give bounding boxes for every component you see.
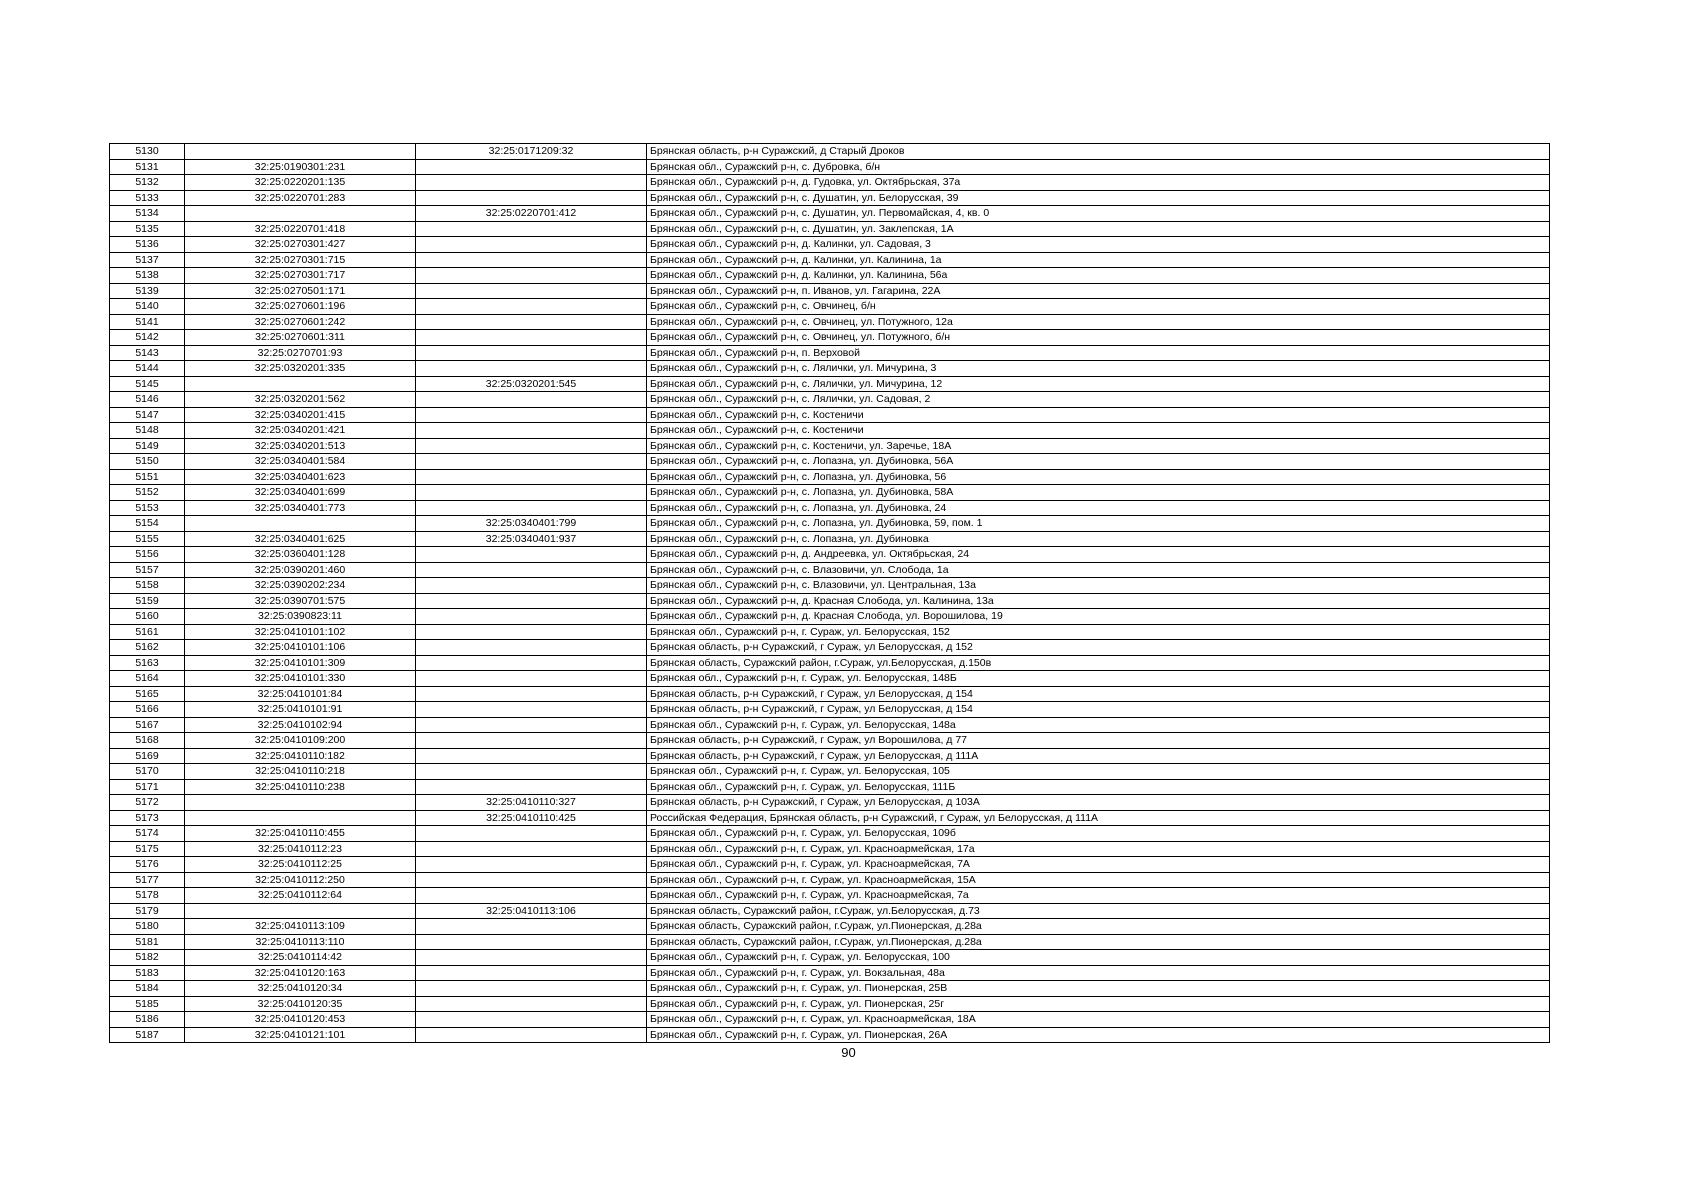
address-cell: Брянская обл., Суражский р-н, г. Сураж, ул. Красноармейская, 17а	[647, 841, 1550, 857]
cadastral-number-cell: 32:25:0340201:415	[185, 407, 416, 423]
cadastral-number-secondary-cell	[416, 547, 647, 563]
row-number-cell: 5178	[110, 888, 185, 904]
row-number-cell: 5187	[110, 1027, 185, 1043]
cadastral-number-secondary-cell	[416, 841, 647, 857]
table-row	[110, 190, 1550, 206]
cadastral-number-cell: 32:25:0390701:575	[185, 593, 416, 609]
table-row	[110, 609, 1550, 625]
table-row	[110, 950, 1550, 966]
address-cell: Брянская обл., Суражский р-н, г. Сураж, ул. Белорусская, 105	[647, 764, 1550, 780]
cadastral-number-secondary-cell	[416, 423, 647, 439]
table-row	[110, 299, 1550, 315]
cadastral-number-secondary-cell	[416, 1012, 647, 1028]
table-row	[110, 500, 1550, 516]
cadastral-number-cell: 32:25:0410101:330	[185, 671, 416, 687]
table-row	[110, 485, 1550, 501]
address-cell: Брянская обл., Суражский р-н, д. Калинки, ул. Калинина, 1а	[647, 252, 1550, 268]
cadastral-number-cell: 32:25:0410120:453	[185, 1012, 416, 1028]
cadastral-number-cell: 32:25:0410114:42	[185, 950, 416, 966]
cadastral-number-cell: 32:25:0220701:418	[185, 221, 416, 237]
address-cell: Брянская обл., Суражский р-н, с. Костеничи	[647, 407, 1550, 423]
address-cell: Брянская обл., Суражский р-н, с. Влазовичи, ул. Слобода, 1а	[647, 562, 1550, 578]
cadastral-number-secondary-cell	[416, 640, 647, 656]
table-row	[110, 702, 1550, 718]
row-number-cell: 5184	[110, 981, 185, 997]
cadastral-number-secondary-cell	[416, 454, 647, 470]
address-cell: Брянская обл., Суражский р-н, с. Овчинец, ул. Потужного, б/н	[647, 330, 1550, 346]
table-row	[110, 686, 1550, 702]
cadastral-number-secondary-cell	[416, 624, 647, 640]
table-row	[110, 872, 1550, 888]
address-cell: Брянская обл., Суражский р-н, с. Костеничи	[647, 423, 1550, 439]
table-row	[110, 438, 1550, 454]
address-cell: Брянская обл., Суражский р-н, г. Сураж, ул. Белорусская, 148а	[647, 717, 1550, 733]
table-row	[110, 562, 1550, 578]
address-cell: Брянская обл., Суражский р-н, с. Лялички, ул. Мичурина, 3	[647, 361, 1550, 377]
cadastral-number-cell: 32:25:0270301:715	[185, 252, 416, 268]
cadastral-number-secondary-cell	[416, 655, 647, 671]
cadastral-number-cell: 32:25:0410120:35	[185, 996, 416, 1012]
cadastral-number-cell: 32:25:0270601:196	[185, 299, 416, 315]
row-number-cell: 5134	[110, 206, 185, 222]
address-cell: Брянская обл., Суражский р-н, г. Сураж, ул. Вокзальная, 48а	[647, 965, 1550, 981]
table-row	[110, 934, 1550, 950]
cadastral-number-cell: 32:25:0360401:128	[185, 547, 416, 563]
address-cell: Брянская обл., Суражский р-н, г. Сураж, ул. Белорусская, 148Б	[647, 671, 1550, 687]
address-cell: Брянская обл., Суражский р-н, д. Калинки, ул. Калинина, 56а	[647, 268, 1550, 284]
cadastral-number-cell: 32:25:0410110:218	[185, 764, 416, 780]
cadastral-number-cell: 32:25:0390823:11	[185, 609, 416, 625]
cadastral-number-cell: 32:25:0410110:238	[185, 779, 416, 795]
address-cell: Брянская область, р-н Суражский, г Сураж, ул Белорусская, д 154	[647, 702, 1550, 718]
row-number-cell: 5137	[110, 252, 185, 268]
cadastral-number-cell: 32:25:0340401:773	[185, 500, 416, 516]
row-number-cell: 5171	[110, 779, 185, 795]
cadastral-number-cell: 32:25:0190301:231	[185, 159, 416, 175]
cadastral-number-cell: 32:25:0410120:34	[185, 981, 416, 997]
address-cell: Брянская обл., Суражский р-н, г. Сураж, ул. Пионерская, 25г	[647, 996, 1550, 1012]
cadastral-number-cell: 32:25:0410101:91	[185, 702, 416, 718]
row-number-cell: 5170	[110, 764, 185, 780]
table-row	[110, 283, 1550, 299]
cadastral-number-cell: 32:25:0340401:584	[185, 454, 416, 470]
row-number-cell: 5166	[110, 702, 185, 718]
address-cell: Брянская обл., Суражский р-н, г. Сураж, ул. Пионерская, 26А	[647, 1027, 1550, 1043]
row-number-cell: 5138	[110, 268, 185, 284]
table-row	[110, 795, 1550, 811]
table-row	[110, 717, 1550, 733]
row-number-cell: 5185	[110, 996, 185, 1012]
row-number-cell: 5164	[110, 671, 185, 687]
address-cell: Брянская обл., Суражский р-н, с. Душатин, ул. Первомайская, 4, кв. 0	[647, 206, 1550, 222]
table-row	[110, 1027, 1550, 1043]
table-row	[110, 268, 1550, 284]
address-cell: Брянская область, р-н Суражский, г Сураж, ул Белорусская, д 111А	[647, 748, 1550, 764]
cadastral-number-secondary-cell	[416, 299, 647, 315]
address-cell: Брянская обл., Суражский р-н, с. Дубровка, б/н	[647, 159, 1550, 175]
address-cell: Брянская обл., Суражский р-н, с. Лялички, ул. Мичурина, 12	[647, 376, 1550, 392]
table-row	[110, 981, 1550, 997]
address-cell: Брянская обл., Суражский р-н, с. Лопазна, ул. Дубиновка	[647, 531, 1550, 547]
row-number-cell: 5148	[110, 423, 185, 439]
table-row	[110, 888, 1550, 904]
table-row	[110, 144, 1550, 160]
cadastral-number-secondary-cell	[416, 965, 647, 981]
row-number-cell: 5132	[110, 175, 185, 191]
row-number-cell: 5141	[110, 314, 185, 330]
address-cell: Брянская обл., Суражский р-н, д. Гудовка, ул. Октябрьская, 37а	[647, 175, 1550, 191]
cadastral-number-cell	[185, 903, 416, 919]
cadastral-number-secondary-cell: 32:25:0340401:937	[416, 531, 647, 547]
cadastral-number-secondary-cell: 32:25:0220701:412	[416, 206, 647, 222]
table-row	[110, 1012, 1550, 1028]
row-number-cell: 5130	[110, 144, 185, 160]
address-cell: Брянская обл., Суражский р-н, г. Сураж, ул. Красноармейская, 18А	[647, 1012, 1550, 1028]
cadastral-number-cell: 32:25:0410112:250	[185, 872, 416, 888]
row-number-cell: 5154	[110, 516, 185, 532]
address-cell: Брянская обл., Суражский р-н, г. Сураж, ул. Белорусская, 111Б	[647, 779, 1550, 795]
row-number-cell: 5135	[110, 221, 185, 237]
cadastral-number-cell: 32:25:0270301:717	[185, 268, 416, 284]
cadastral-number-secondary-cell	[416, 826, 647, 842]
cadastral-number-cell: 32:25:0340401:699	[185, 485, 416, 501]
address-cell: Брянская обл., Суражский р-н, с. Лопазна, ул. Дубиновка, 56А	[647, 454, 1550, 470]
cadastral-number-secondary-cell	[416, 996, 647, 1012]
address-cell: Брянская обл., Суражский р-н, с. Лопазна, ул. Дубиновка, 24	[647, 500, 1550, 516]
cadastral-number-secondary-cell	[416, 237, 647, 253]
table-row	[110, 841, 1550, 857]
cadastral-number-secondary-cell	[416, 438, 647, 454]
row-number-cell: 5146	[110, 392, 185, 408]
cadastral-number-secondary-cell	[416, 717, 647, 733]
cadastral-number-secondary-cell	[416, 857, 647, 873]
cadastral-number-cell: 32:25:0410101:106	[185, 640, 416, 656]
table-row	[110, 531, 1550, 547]
address-cell: Брянская обл., Суражский р-н, д. Красная Слобода, ул. Калинина, 13а	[647, 593, 1550, 609]
table-row	[110, 857, 1550, 873]
cadastral-number-cell: 32:25:0270601:242	[185, 314, 416, 330]
row-number-cell: 5163	[110, 655, 185, 671]
cadastral-number-secondary-cell	[416, 919, 647, 935]
address-cell: Брянская область, Суражский район, г.Сураж, ул.Пионерская, д.28а	[647, 919, 1550, 935]
cadastral-number-cell: 32:25:0410113:109	[185, 919, 416, 935]
cadastral-number-secondary-cell	[416, 578, 647, 594]
cadastral-number-cell	[185, 516, 416, 532]
address-cell: Брянская область, Суражский район, г.Сураж, ул.Белорусская, д.73	[647, 903, 1550, 919]
address-cell: Брянская обл., Суражский р-н, д. Красная Слобода, ул. Ворошилова, 19	[647, 609, 1550, 625]
row-number-cell: 5175	[110, 841, 185, 857]
address-cell: Брянская обл., Суражский р-н, г. Сураж, ул. Белорусская, 152	[647, 624, 1550, 640]
cadastral-number-cell	[185, 206, 416, 222]
table-row	[110, 640, 1550, 656]
registry-table-body	[110, 144, 1550, 1043]
cadastral-number-cell: 32:25:0340201:421	[185, 423, 416, 439]
row-number-cell: 5136	[110, 237, 185, 253]
row-number-cell: 5186	[110, 1012, 185, 1028]
table-row	[110, 330, 1550, 346]
cadastral-number-secondary-cell	[416, 872, 647, 888]
table-row	[110, 314, 1550, 330]
address-cell: Брянская обл., Суражский р-н, д. Калинки, ул. Садовая, 3	[647, 237, 1550, 253]
cadastral-number-cell: 32:25:0410109:200	[185, 733, 416, 749]
row-number-cell: 5174	[110, 826, 185, 842]
cadastral-number-secondary-cell	[416, 175, 647, 191]
registry-table	[109, 143, 1550, 1043]
cadastral-number-secondary-cell: 32:25:0320201:545	[416, 376, 647, 392]
address-cell: Брянская область, Суражский район, г.Сураж, ул.Пионерская, д.28а	[647, 934, 1550, 950]
address-cell: Российская Федерация, Брянская область, р-н Суражский, г Сураж, ул Белорусская, д 111А	[647, 810, 1550, 826]
cadastral-number-secondary-cell	[416, 733, 647, 749]
cadastral-number-secondary-cell	[416, 330, 647, 346]
cadastral-number-secondary-cell	[416, 221, 647, 237]
address-cell: Брянская область, р-н Суражский, г Сураж, ул Ворошилова, д 77	[647, 733, 1550, 749]
table-row	[110, 779, 1550, 795]
cadastral-number-cell: 32:25:0340401:625	[185, 531, 416, 547]
row-number-cell: 5150	[110, 454, 185, 470]
row-number-cell: 5160	[110, 609, 185, 625]
address-cell: Брянская обл., Суражский р-н, с. Лялички, ул. Садовая, 2	[647, 392, 1550, 408]
row-number-cell: 5131	[110, 159, 185, 175]
table-row	[110, 206, 1550, 222]
cadastral-number-cell	[185, 376, 416, 392]
row-number-cell: 5162	[110, 640, 185, 656]
address-cell: Брянская обл., Суражский р-н, г. Сураж, ул. Красноармейская, 7а	[647, 888, 1550, 904]
table-row	[110, 454, 1550, 470]
row-number-cell: 5152	[110, 485, 185, 501]
cadastral-number-secondary-cell: 32:25:0340401:799	[416, 516, 647, 532]
row-number-cell: 5165	[110, 686, 185, 702]
table-row	[110, 764, 1550, 780]
cadastral-number-cell: 32:25:0410101:102	[185, 624, 416, 640]
address-cell: Брянская обл., Суражский р-н, п. Верховой	[647, 345, 1550, 361]
row-number-cell: 5151	[110, 469, 185, 485]
cadastral-number-secondary-cell: 32:25:0410110:425	[416, 810, 647, 826]
address-cell: Брянская обл., Суражский р-н, с. Лопазна, ул. Дубиновка, 56	[647, 469, 1550, 485]
row-number-cell: 5155	[110, 531, 185, 547]
cadastral-number-cell: 32:25:0410120:163	[185, 965, 416, 981]
table-row	[110, 376, 1550, 392]
table-row	[110, 392, 1550, 408]
table-row	[110, 578, 1550, 594]
cadastral-number-secondary-cell: 32:25:0410110:327	[416, 795, 647, 811]
row-number-cell: 5177	[110, 872, 185, 888]
table-row	[110, 903, 1550, 919]
table-row	[110, 407, 1550, 423]
cadastral-number-cell: 32:25:0410101:84	[185, 686, 416, 702]
address-cell: Брянская область, р-н Суражский, г Сураж, ул Белорусская, д 154	[647, 686, 1550, 702]
address-cell: Брянская обл., Суражский р-н, п. Иванов, ул. Гагарина, 22А	[647, 283, 1550, 299]
cadastral-number-cell: 32:25:0410102:94	[185, 717, 416, 733]
row-number-cell: 5145	[110, 376, 185, 392]
cadastral-number-secondary-cell	[416, 686, 647, 702]
address-cell: Брянская обл., Суражский р-н, с. Душатин, ул. Заклепская, 1А	[647, 221, 1550, 237]
row-number-cell: 5147	[110, 407, 185, 423]
cadastral-number-secondary-cell	[416, 609, 647, 625]
cadastral-number-secondary-cell	[416, 1027, 647, 1043]
cadastral-number-secondary-cell: 32:25:0171209:32	[416, 144, 647, 160]
cadastral-number-secondary-cell	[416, 407, 647, 423]
row-number-cell: 5149	[110, 438, 185, 454]
cadastral-number-secondary-cell	[416, 469, 647, 485]
table-row	[110, 159, 1550, 175]
cadastral-number-secondary-cell	[416, 764, 647, 780]
row-number-cell: 5172	[110, 795, 185, 811]
row-number-cell: 5153	[110, 500, 185, 516]
cadastral-number-cell: 32:25:0410112:64	[185, 888, 416, 904]
address-cell: Брянская область, Суражский район, г.Сураж, ул.Белорусская, д.150в	[647, 655, 1550, 671]
address-cell: Брянская обл., Суражский р-н, г. Сураж, ул. Белорусская, 100	[647, 950, 1550, 966]
table-row	[110, 221, 1550, 237]
cadastral-number-secondary-cell	[416, 252, 647, 268]
address-cell: Брянская обл., Суражский р-н, с. Влазовичи, ул. Центральная, 13а	[647, 578, 1550, 594]
address-cell: Брянская обл., Суражский р-н, г. Сураж, ул. Красноармейская, 15А	[647, 872, 1550, 888]
cadastral-number-cell: 32:25:0270301:427	[185, 237, 416, 253]
cadastral-number-cell: 32:25:0270701:93	[185, 345, 416, 361]
cadastral-number-secondary-cell: 32:25:0410113:106	[416, 903, 647, 919]
table-row	[110, 748, 1550, 764]
cadastral-number-secondary-cell	[416, 314, 647, 330]
cadastral-number-cell: 32:25:0320201:562	[185, 392, 416, 408]
address-cell: Брянская обл., Суражский р-н, г. Сураж, ул. Белорусская, 109б	[647, 826, 1550, 842]
page-number: 90	[841, 1045, 856, 1060]
table-row	[110, 919, 1550, 935]
cadastral-number-secondary-cell	[416, 934, 647, 950]
table-row	[110, 810, 1550, 826]
cadastral-number-cell	[185, 144, 416, 160]
cadastral-number-secondary-cell	[416, 361, 647, 377]
address-cell: Брянская обл., Суражский р-н, с. Лопазна, ул. Дубиновка, 59, пом. 1	[647, 516, 1550, 532]
address-cell: Брянская обл., Суражский р-н, с. Лопазна, ул. Дубиновка, 58А	[647, 485, 1550, 501]
row-number-cell: 5180	[110, 919, 185, 935]
table-row	[110, 237, 1550, 253]
row-number-cell: 5169	[110, 748, 185, 764]
address-cell: Брянская область, р-н Суражский, г Сураж, ул Белорусская, д 103А	[647, 795, 1550, 811]
cadastral-number-secondary-cell	[416, 190, 647, 206]
cadastral-number-cell: 32:25:0340401:623	[185, 469, 416, 485]
row-number-cell: 5139	[110, 283, 185, 299]
cadastral-number-cell: 32:25:0410110:455	[185, 826, 416, 842]
cadastral-number-secondary-cell	[416, 562, 647, 578]
cadastral-number-cell: 32:25:0410112:23	[185, 841, 416, 857]
row-number-cell: 5168	[110, 733, 185, 749]
cadastral-number-secondary-cell	[416, 392, 647, 408]
address-cell: Брянская обл., Суражский р-н, с. Овчинец, б/н	[647, 299, 1550, 315]
row-number-cell: 5173	[110, 810, 185, 826]
table-row	[110, 469, 1550, 485]
address-cell: Брянская область, р-н Суражский, г Сураж, ул Белорусская, д 152	[647, 640, 1550, 656]
row-number-cell: 5176	[110, 857, 185, 873]
cadastral-number-cell: 32:25:0390201:460	[185, 562, 416, 578]
table-row	[110, 671, 1550, 687]
cadastral-number-secondary-cell	[416, 748, 647, 764]
table-row	[110, 345, 1550, 361]
cadastral-number-secondary-cell	[416, 485, 647, 501]
cadastral-number-cell: 32:25:0410101:309	[185, 655, 416, 671]
cadastral-number-secondary-cell	[416, 950, 647, 966]
address-cell: Брянская обл., Суражский р-н, с. Овчинец, ул. Потужного, 12а	[647, 314, 1550, 330]
address-cell: Брянская обл., Суражский р-н, с. Костеничи, ул. Заречье, 18А	[647, 438, 1550, 454]
table-row	[110, 655, 1550, 671]
cadastral-number-secondary-cell	[416, 702, 647, 718]
table-row	[110, 361, 1550, 377]
row-number-cell: 5182	[110, 950, 185, 966]
cadastral-number-secondary-cell	[416, 159, 647, 175]
row-number-cell: 5161	[110, 624, 185, 640]
cadastral-number-cell: 32:25:0410112:25	[185, 857, 416, 873]
row-number-cell: 5183	[110, 965, 185, 981]
address-cell: Брянская обл., Суражский р-н, г. Сураж, ул. Красноармейская, 7А	[647, 857, 1550, 873]
row-number-cell: 5142	[110, 330, 185, 346]
cadastral-number-secondary-cell	[416, 345, 647, 361]
cadastral-number-cell: 32:25:0220701:283	[185, 190, 416, 206]
table-row	[110, 733, 1550, 749]
cadastral-number-cell: 32:25:0320201:335	[185, 361, 416, 377]
row-number-cell: 5159	[110, 593, 185, 609]
table-row	[110, 423, 1550, 439]
address-cell: Брянская область, р-н Суражский, д Старый Дроков	[647, 144, 1550, 160]
cadastral-number-secondary-cell	[416, 888, 647, 904]
cadastral-number-cell: 32:25:0410121:101	[185, 1027, 416, 1043]
row-number-cell: 5158	[110, 578, 185, 594]
table-row	[110, 516, 1550, 532]
cadastral-number-cell: 32:25:0340201:513	[185, 438, 416, 454]
cadastral-number-cell: 32:25:0270501:171	[185, 283, 416, 299]
cadastral-number-cell: 32:25:0410113:110	[185, 934, 416, 950]
cadastral-number-cell: 32:25:0270601:311	[185, 330, 416, 346]
cadastral-number-secondary-cell	[416, 671, 647, 687]
cadastral-number-secondary-cell	[416, 779, 647, 795]
address-cell: Брянская обл., Суражский р-н, д. Андреевка, ул. Октябрьская, 24	[647, 547, 1550, 563]
address-cell: Брянская обл., Суражский р-н, г. Сураж, ул. Пионерская, 25В	[647, 981, 1550, 997]
cadastral-number-secondary-cell	[416, 283, 647, 299]
row-number-cell: 5179	[110, 903, 185, 919]
cadastral-number-secondary-cell	[416, 981, 647, 997]
table-row	[110, 996, 1550, 1012]
cadastral-number-secondary-cell	[416, 268, 647, 284]
table-row	[110, 175, 1550, 191]
row-number-cell: 5133	[110, 190, 185, 206]
row-number-cell: 5156	[110, 547, 185, 563]
row-number-cell: 5144	[110, 361, 185, 377]
cadastral-number-cell	[185, 795, 416, 811]
row-number-cell: 5140	[110, 299, 185, 315]
table-row	[110, 252, 1550, 268]
cadastral-number-cell	[185, 810, 416, 826]
cadastral-number-cell: 32:25:0220201:135	[185, 175, 416, 191]
table-row	[110, 624, 1550, 640]
row-number-cell: 5157	[110, 562, 185, 578]
cadastral-number-secondary-cell	[416, 593, 647, 609]
table-row	[110, 826, 1550, 842]
cadastral-number-secondary-cell	[416, 500, 647, 516]
cadastral-number-cell: 32:25:0410110:182	[185, 748, 416, 764]
cadastral-number-cell: 32:25:0390202:234	[185, 578, 416, 594]
table-row	[110, 547, 1550, 563]
row-number-cell: 5167	[110, 717, 185, 733]
table-row	[110, 965, 1550, 981]
address-cell: Брянская обл., Суражский р-н, с. Душатин, ул. Белорусская, 39	[647, 190, 1550, 206]
row-number-cell: 5143	[110, 345, 185, 361]
table-row	[110, 593, 1550, 609]
row-number-cell: 5181	[110, 934, 185, 950]
